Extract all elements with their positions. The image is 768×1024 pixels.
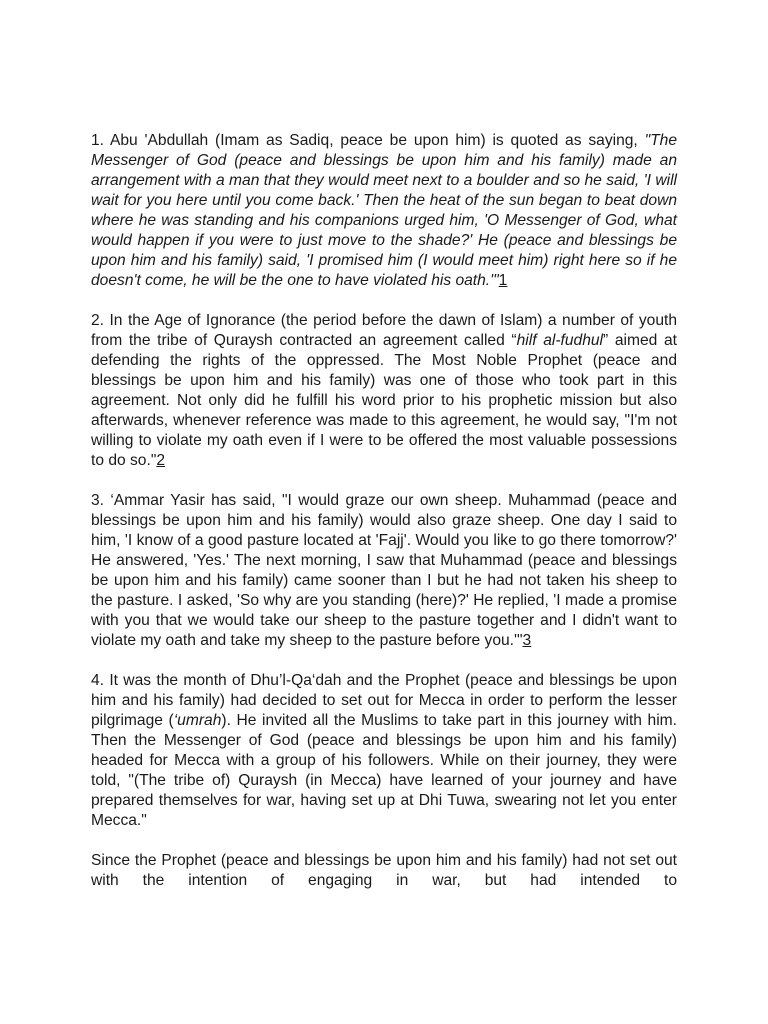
paragraph-1 <box>91 131 677 291</box>
paragraph-5 <box>91 851 677 891</box>
paragraph-3-text: 3. ‘Ammar Yasir has said, "I would graze our own sheep. Muhammad (peace and blessings be upon him and his family) would also graze sheep. One day I said to him, 'I know of a good pasture located at 'Fajj'. Would you like to go there tomorrow?' He answered, 'Yes.' The next morning, I saw that Muhammad (peace and blessings be upon him and his family) came sooner than I but he had not taken his sheep to the pasture. I asked, 'So why are you standing (here)?' He replied, 'I made a promise with you that we would take our sheep to the pasture together and I didn't want to violate my oath and take my sheep to the pasture before you.'" <box>91 492 677 649</box>
footnote-link-3[interactable]: 3 <box>522 632 532 649</box>
paragraph-5-text: Since the Prophet (peace and blessings be upon him and his family) had not set out with the intention of engaging in war, but had intended to <box>91 852 677 889</box>
paragraph-2-text-a: 2. In the Age of Ignorance (the period before the dawn of Islam) a number of youth from the tribe of Quraysh contracted an agreement called “ <box>91 312 677 349</box>
paragraph-1-lead: 1. Abu 'Abdullah (Imam as Sadiq, peace be upon him) is quoted as saying, <box>91 132 645 149</box>
paragraph-3 <box>91 491 677 651</box>
paragraph-1-quote: "The Messenger of God (peace and blessings be upon him and his family) made an arrangement with a man that they would meet next to a boulder and so he said, 'I will wait for you here until you come back.' Then the heat of the sun began to beat down where he was standing and his companions urged him, 'O Messenger of God, what would happen if you were to just move to the shade?' He (peace and blessings be upon him and his family) said, 'I promised him (I would meet him) right here so if he doesn't come, he will be the one to have violated his oath.'" <box>91 132 677 289</box>
paragraph-4-term: ‘umrah <box>173 712 222 729</box>
footnote-link-1[interactable]: 1 <box>498 272 508 289</box>
paragraph-2 <box>91 311 677 471</box>
footnote-link-2[interactable]: 2 <box>156 452 166 469</box>
paragraph-4 <box>91 671 677 831</box>
paragraph-4-text-a: 4. It was the month of Dhu’l-Qa‘dah and the Prophet (peace and blessings be upon him and his family) had decided to set out for Mecca in order to perform the lesser pilgrimage ( <box>91 672 677 729</box>
paragraph-2-term: hilf al-fudhul <box>516 332 604 349</box>
document-page <box>91 131 677 911</box>
paragraph-2-text-b: ” aimed at defending the rights of the oppressed. The Most Noble Prophet (peace and blessings be upon him and his family) was one of those who took part in this agreement. Not only did he fulfill his word prior to his prophetic mission but also afterwards, whenever reference was made to this agreement, he would say, "I'm not willing to violate my oath even if I were to be offered the most valuable possessions to do so." <box>91 332 677 469</box>
paragraph-4-text-b: ). He invited all the Muslims to take part in this journey with him. Then the Messenger of God (peace and blessings be upon him and his family) headed for Mecca with a group of his followers. While on their journey, they were told, "(The tribe of) Quraysh (in Mecca) have learned of your journey and have prepared themselves for war, having set up at Dhi Tuwa, swearing not let you enter Mecca." <box>91 712 677 829</box>
